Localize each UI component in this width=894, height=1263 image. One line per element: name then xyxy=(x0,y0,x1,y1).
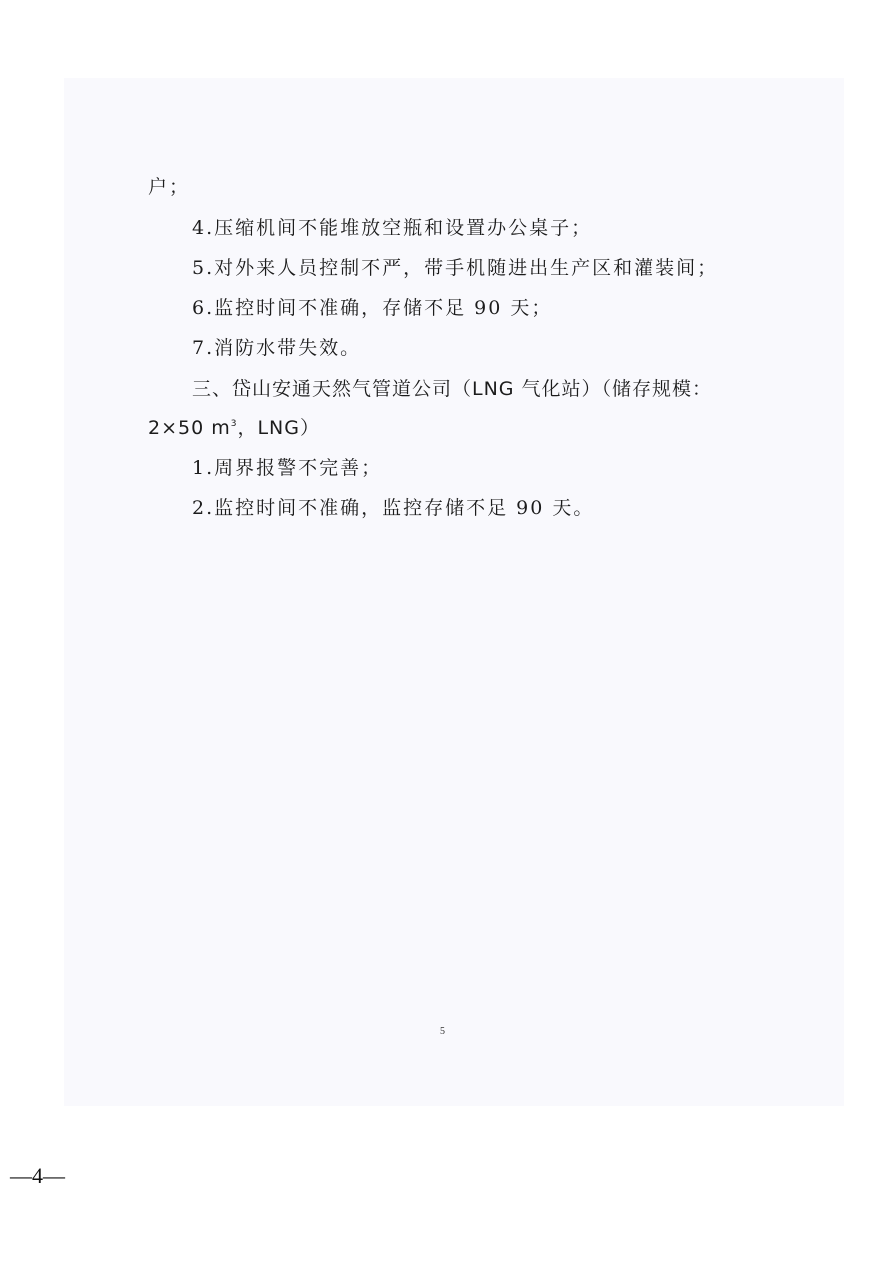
list-item-5: 5.对外来人员控制不严，带手机随进出生产区和灌装间； xyxy=(192,257,719,279)
section-heading-3-continuation xyxy=(148,419,320,438)
inner-page-number: 5 xyxy=(440,1026,445,1037)
section-heading-3: 三、岱山安通天然气管道公司（LNG 气化站）（储存规模： xyxy=(192,378,713,400)
list-item-1: 1.周界报警不完善； xyxy=(192,457,383,479)
superscript-3: 3 xyxy=(230,419,238,429)
list-item-6: 6.监控时间不准确，存储不足 90 天； xyxy=(192,297,553,319)
capacity-text: 2×50 m xyxy=(148,417,231,439)
text-line-continuation: 户； xyxy=(148,176,191,198)
capacity-suffix: ，LNG） xyxy=(237,417,320,439)
list-item-4: 4.压缩机间不能堆放空瓶和设置办公桌子； xyxy=(192,217,593,239)
outer-page-number: —4— xyxy=(10,1163,65,1188)
list-item-7: 7.消防水带失效。 xyxy=(192,337,362,359)
list-item-2: 2.监控时间不准确，监控存储不足 90 天。 xyxy=(192,497,595,519)
